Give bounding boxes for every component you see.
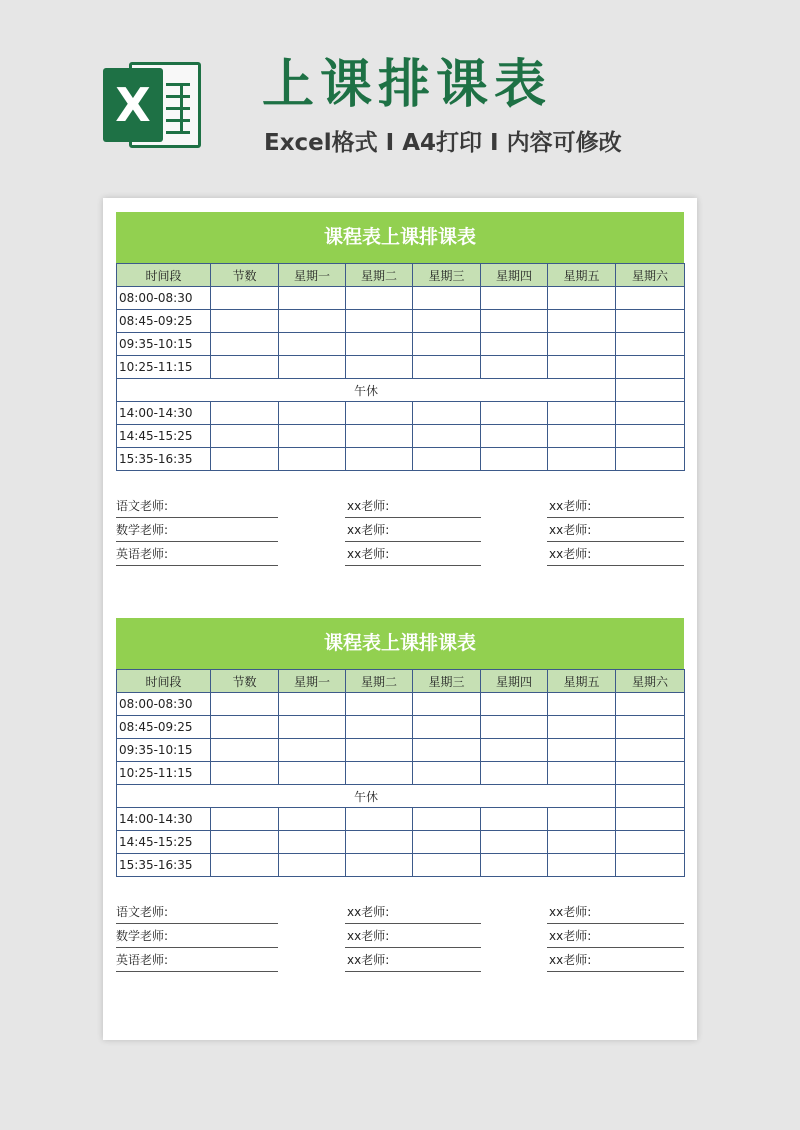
- time-slot: 09:35-10:15: [117, 333, 211, 356]
- time-slot: 10:25-11:15: [117, 762, 211, 785]
- time-slot: 14:45-15:25: [117, 831, 211, 854]
- table-cell[interactable]: [481, 402, 548, 425]
- time-slot: 08:00-08:30: [117, 693, 211, 716]
- time-slot: 08:00-08:30: [117, 287, 211, 310]
- table-cell[interactable]: [211, 808, 279, 831]
- table-cell[interactable]: [346, 356, 413, 379]
- table-cell[interactable]: [413, 310, 481, 333]
- table-cell[interactable]: [413, 448, 481, 471]
- table-cell[interactable]: [548, 333, 616, 356]
- table-cell[interactable]: [413, 854, 481, 877]
- table-cell[interactable]: [279, 333, 346, 356]
- table-row: [117, 310, 685, 333]
- teacher-field[interactable]: 英语老师:: [116, 949, 278, 972]
- table-row: [117, 402, 685, 425]
- table-cell[interactable]: [346, 333, 413, 356]
- column-header: 星期五: [548, 264, 616, 287]
- lunch-row: [117, 379, 685, 402]
- table-cell[interactable]: [346, 762, 413, 785]
- excel-icon: [103, 58, 203, 152]
- time-slot: 08:45-09:25: [117, 716, 211, 739]
- table-cell[interactable]: [211, 310, 279, 333]
- table-cell[interactable]: [279, 739, 346, 762]
- schedule-block: [116, 618, 684, 973]
- table-cell[interactable]: [616, 448, 685, 471]
- time-slot: 15:35-16:35: [117, 448, 211, 471]
- table-cell[interactable]: [616, 716, 685, 739]
- table-cell[interactable]: [279, 831, 346, 854]
- table-cell[interactable]: [481, 425, 548, 448]
- table-cell[interactable]: [279, 854, 346, 877]
- table-cell[interactable]: [279, 425, 346, 448]
- table-cell[interactable]: [279, 310, 346, 333]
- header-row: [117, 670, 685, 693]
- column-header: 星期六: [616, 670, 685, 693]
- table-row: [117, 287, 685, 310]
- table-row: [117, 333, 685, 356]
- table-cell[interactable]: [279, 287, 346, 310]
- table-cell[interactable]: [279, 716, 346, 739]
- teacher-field[interactable]: xx老师:: [345, 495, 481, 518]
- column-header: 时间段: [117, 264, 211, 287]
- table-cell[interactable]: [413, 693, 481, 716]
- table-cell[interactable]: [616, 831, 685, 854]
- time-slot: 14:00-14:30: [117, 808, 211, 831]
- table-cell[interactable]: [211, 854, 279, 877]
- table-cell[interactable]: [211, 333, 279, 356]
- column-header: 星期二: [346, 264, 413, 287]
- column-header: 星期五: [548, 670, 616, 693]
- table-row: [117, 854, 685, 877]
- logo-grid-line: [166, 131, 190, 134]
- teacher-field[interactable]: xx老师:: [345, 925, 481, 948]
- logo-grid-line: [166, 119, 190, 122]
- table-cell[interactable]: [548, 693, 616, 716]
- page-subtitle: Excel格式 I A4打印 I 内容可修改: [264, 130, 622, 156]
- table-cell[interactable]: [481, 310, 548, 333]
- table-cell[interactable]: [413, 762, 481, 785]
- time-slot: 14:45-15:25: [117, 425, 211, 448]
- timetable: [116, 263, 685, 471]
- table-cell[interactable]: [548, 716, 616, 739]
- table-cell[interactable]: [616, 854, 685, 877]
- column-header: 星期二: [346, 670, 413, 693]
- table-cell[interactable]: [346, 854, 413, 877]
- table-cell[interactable]: [211, 762, 279, 785]
- table-cell[interactable]: [548, 287, 616, 310]
- time-slot: 10:25-11:15: [117, 356, 211, 379]
- table-cell[interactable]: [616, 356, 685, 379]
- timetable: [116, 669, 685, 877]
- table-cell[interactable]: [279, 448, 346, 471]
- table-row: [117, 716, 685, 739]
- column-header: 星期六: [616, 264, 685, 287]
- teacher-list: [116, 495, 684, 567]
- table-cell[interactable]: [413, 808, 481, 831]
- table-cell[interactable]: [616, 762, 685, 785]
- table-row: [117, 762, 685, 785]
- table-cell[interactable]: [548, 831, 616, 854]
- lunch-break-label: 午休: [117, 785, 616, 808]
- teacher-field[interactable]: xx老师:: [547, 543, 684, 566]
- table-cell[interactable]: [211, 831, 279, 854]
- table-row: [117, 356, 685, 379]
- column-header: 时间段: [117, 670, 211, 693]
- table-cell[interactable]: [548, 402, 616, 425]
- table-cell[interactable]: [481, 448, 548, 471]
- table-cell[interactable]: [346, 808, 413, 831]
- teacher-field[interactable]: xx老师:: [345, 543, 481, 566]
- table-cell[interactable]: [616, 808, 685, 831]
- table-cell[interactable]: [279, 402, 346, 425]
- table-cell[interactable]: [481, 831, 548, 854]
- page-title: 上课排课表: [262, 55, 553, 115]
- lunch-row: [117, 785, 685, 808]
- table-cell[interactable]: [616, 693, 685, 716]
- table-cell[interactable]: [548, 310, 616, 333]
- teacher-field[interactable]: 英语老师:: [116, 543, 278, 566]
- time-slot: 08:45-09:25: [117, 310, 211, 333]
- table-cell[interactable]: [481, 333, 548, 356]
- table-cell[interactable]: [346, 287, 413, 310]
- table-cell[interactable]: [616, 287, 685, 310]
- schedule-title: 课程表上课排课表: [116, 618, 684, 669]
- table-cell[interactable]: [346, 831, 413, 854]
- table-cell[interactable]: [481, 287, 548, 310]
- logo-grid-line: [166, 83, 190, 86]
- table-cell[interactable]: [279, 808, 346, 831]
- table-cell[interactable]: [211, 448, 279, 471]
- table-cell[interactable]: [616, 739, 685, 762]
- table-cell[interactable]: [211, 739, 279, 762]
- table-cell[interactable]: [346, 448, 413, 471]
- table-cell[interactable]: [481, 356, 548, 379]
- table-cell[interactable]: [346, 310, 413, 333]
- table-cell[interactable]: [346, 402, 413, 425]
- table-cell[interactable]: [481, 693, 548, 716]
- column-header: 节数: [211, 264, 279, 287]
- table-cell[interactable]: [211, 716, 279, 739]
- table-cell[interactable]: [346, 425, 413, 448]
- column-header: 节数: [211, 670, 279, 693]
- time-slot: 15:35-16:35: [117, 854, 211, 877]
- logo-letter: X: [103, 68, 163, 142]
- table-row: [117, 448, 685, 471]
- table-cell[interactable]: [413, 831, 481, 854]
- table-cell[interactable]: [548, 808, 616, 831]
- table-cell[interactable]: [616, 402, 685, 425]
- teacher-field[interactable]: xx老师:: [547, 519, 684, 542]
- table-cell[interactable]: [413, 333, 481, 356]
- table-cell[interactable]: [481, 716, 548, 739]
- table-cell[interactable]: [413, 356, 481, 379]
- teacher-field[interactable]: 语文老师:: [116, 901, 278, 924]
- table-cell[interactable]: [481, 762, 548, 785]
- table-cell[interactable]: [481, 854, 548, 877]
- table-cell[interactable]: [413, 739, 481, 762]
- teacher-field[interactable]: xx老师:: [345, 901, 481, 924]
- time-slot: 14:00-14:30: [117, 402, 211, 425]
- teacher-field[interactable]: xx老师:: [547, 901, 684, 924]
- column-header: 星期一: [279, 264, 346, 287]
- teacher-field[interactable]: xx老师:: [345, 949, 481, 972]
- table-cell[interactable]: [616, 379, 685, 402]
- teacher-field[interactable]: 数学老师:: [116, 519, 278, 542]
- lunch-break-label: 午休: [117, 379, 616, 402]
- table-cell[interactable]: [616, 333, 685, 356]
- teacher-field[interactable]: xx老师:: [547, 925, 684, 948]
- table-cell[interactable]: [413, 287, 481, 310]
- table-row: [117, 425, 685, 448]
- teacher-field[interactable]: 语文老师:: [116, 495, 278, 518]
- table-cell[interactable]: [211, 287, 279, 310]
- table-cell[interactable]: [548, 854, 616, 877]
- column-header: 星期三: [413, 264, 481, 287]
- table-cell[interactable]: [616, 785, 685, 808]
- table-cell[interactable]: [211, 356, 279, 379]
- teacher-field[interactable]: xx老师:: [547, 495, 684, 518]
- table-cell[interactable]: [548, 425, 616, 448]
- time-slot: 09:35-10:15: [117, 739, 211, 762]
- table-cell[interactable]: [548, 739, 616, 762]
- table-cell[interactable]: [211, 402, 279, 425]
- teacher-list: [116, 901, 684, 973]
- table-cell[interactable]: [346, 693, 413, 716]
- table-row: [117, 739, 685, 762]
- table-cell[interactable]: [548, 356, 616, 379]
- column-header: 星期四: [481, 264, 548, 287]
- table-cell[interactable]: [616, 310, 685, 333]
- table-cell[interactable]: [211, 425, 279, 448]
- teacher-field[interactable]: 数学老师:: [116, 925, 278, 948]
- column-header: 星期三: [413, 670, 481, 693]
- logo-grid-column: [180, 83, 183, 131]
- table-cell[interactable]: [481, 808, 548, 831]
- table-cell[interactable]: [279, 356, 346, 379]
- table-row: [117, 808, 685, 831]
- header-row: [117, 264, 685, 287]
- schedule-title: 课程表上课排课表: [116, 212, 684, 263]
- teacher-field[interactable]: xx老师:: [345, 519, 481, 542]
- table-cell[interactable]: [616, 425, 685, 448]
- table-cell[interactable]: [346, 739, 413, 762]
- teacher-field[interactable]: xx老师:: [547, 949, 684, 972]
- table-row: [117, 831, 685, 854]
- table-cell[interactable]: [211, 693, 279, 716]
- table-cell[interactable]: [413, 402, 481, 425]
- table-cell[interactable]: [346, 716, 413, 739]
- table-row: [117, 693, 685, 716]
- logo-grid-line: [166, 95, 190, 98]
- table-cell[interactable]: [481, 739, 548, 762]
- document-paper: [103, 198, 697, 1040]
- table-cell[interactable]: [548, 762, 616, 785]
- table-cell[interactable]: [279, 762, 346, 785]
- column-header: 星期四: [481, 670, 548, 693]
- logo-grid-line: [166, 107, 190, 110]
- table-cell[interactable]: [279, 693, 346, 716]
- table-cell[interactable]: [548, 448, 616, 471]
- schedule-block: [116, 212, 684, 567]
- column-header: 星期一: [279, 670, 346, 693]
- table-cell[interactable]: [413, 425, 481, 448]
- table-cell[interactable]: [413, 716, 481, 739]
